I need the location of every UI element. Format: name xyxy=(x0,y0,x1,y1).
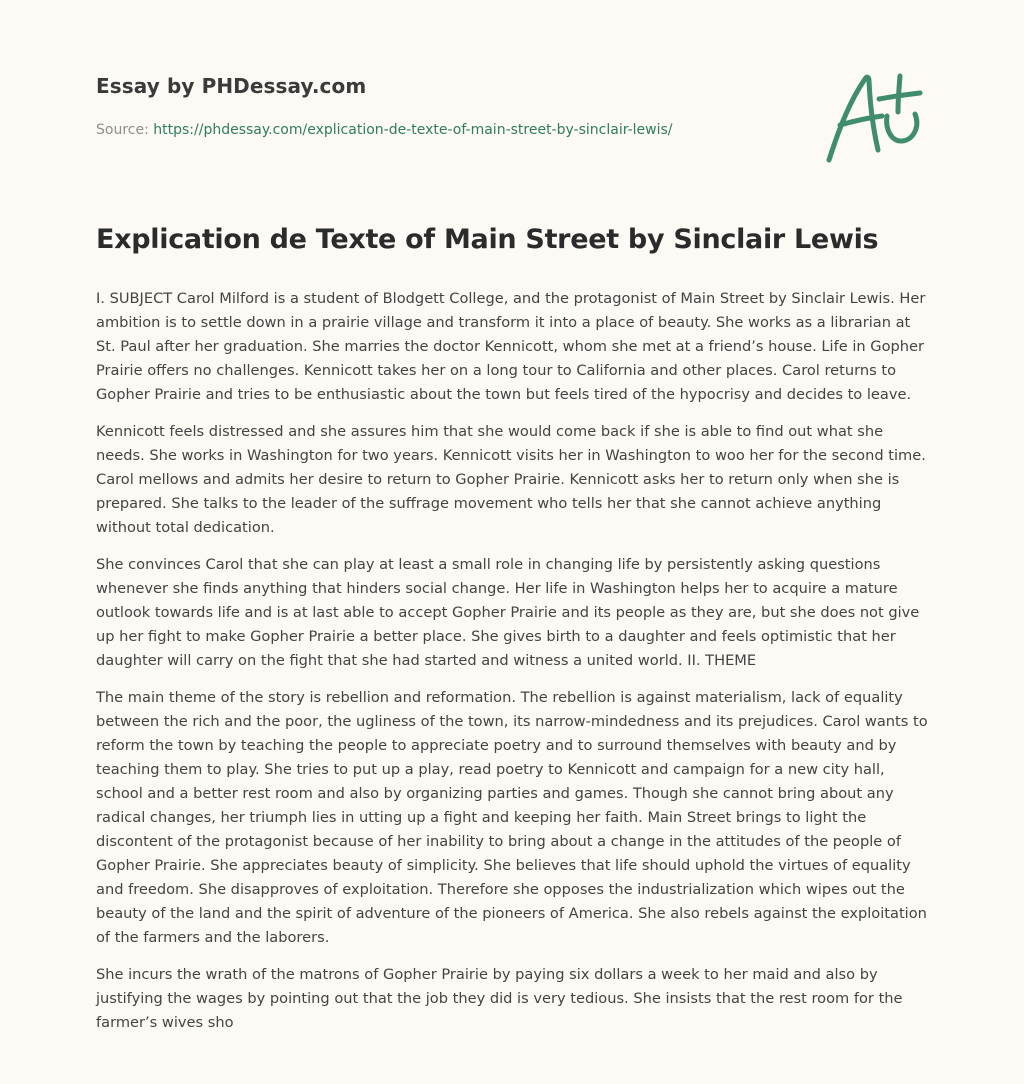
essay-title: Explication de Texte of Main Street by Sinclair Lewis xyxy=(96,224,879,255)
paragraph: I. SUBJECT Carol Milford is a student of Blodgett College, and the protagonist of Main Street by Sinclair Lewis. Her ambition is to settle down in a prairie village and transform it into a place of beauty. She works as a librarian at St. Paul after her graduation. She marries the doctor Kennicott, whom she met at a friend’s house. Life in Gopher Prairie offers no challenges. Kennicott takes her on a long tour to California and other places. Carol returns to Gopher Prairie and tries to be enthusiastic about the town but feels tired of the hypocrisy and decides to leave. xyxy=(96,290,926,403)
paragraph: The main theme of the story is rebellion and reformation. The rebellion is against materialism, lack of equality between the rich and the poor, the ugliness of the town, its narrow-mindedness and its prejudices. Carol wants to reform the town by teaching the people to appreciate poetry and to surround themselves with beauty and by teaching them to play. She tries to put up a play, read poetry to Kennicott and campaign for a new city hall, school and a better rest room and also by organizing parties and games. Though she cannot bring about any radical changes, her triumph lies in utting up a fight and keeping her faith. Main Street brings to light the discontent of the protagonist because of her inability to bring about a change in the attitudes of the people of Gopher Prairie. She appreciates beauty of simplicity. She believes that life should uphold the virtues of equality and freedom. She disapproves of exploitation. Therefore she opposes the industrialization which wipes out the beauty of the land and the spirit of adventure of the pioneers of America. She also rebels against the exploitation of the farmers and the laborers. xyxy=(96,689,928,946)
essay-body xyxy=(96,287,932,1048)
paragraph: Kennicott feels distressed and she assures him that she would come back if she is able to find out what she needs. She works in Washington for two years. Kennicott visits her in Washington to woo her for the second time. Carol mellows and admits her desire to return to Gopher Prairie. Kennicott asks her to return only when she is prepared. She talks to the leader of the suffrage movement who tells her that she cannot achieve anything without total dedication. xyxy=(96,423,926,536)
a-plus-logo-icon xyxy=(822,66,926,166)
source-link[interactable]: https://phdessay.com/explication-de-texte-of-main-street-by-sinclair-lewis/ xyxy=(153,122,673,138)
source-line xyxy=(96,122,796,138)
source-label: Source: xyxy=(96,122,154,138)
paragraph: She convinces Carol that she can play at least a small role in changing life by persistently asking questions whenever she finds anything that hinders social change. Her life in Washington helps her to acquire a mature outlook towards life and is at last able to accept Gopher Prairie and its people as they are, but she does not give up her fight to make Gopher Prairie a better place. She gives birth to a daughter and feels optimistic that her daughter will carry on the fight that she had started and witness a united world. II. THEME xyxy=(96,556,920,669)
page-header xyxy=(96,74,796,138)
brand-title: Essay by PHDessay.com xyxy=(96,74,367,98)
paragraph: She incurs the wrath of the matrons of Gopher Prairie by paying six dollars a week to her maid and also by justifying the wages by pointing out that the job they did is very tedious. She insists that the rest room for the farmer’s wives sho xyxy=(96,966,903,1031)
